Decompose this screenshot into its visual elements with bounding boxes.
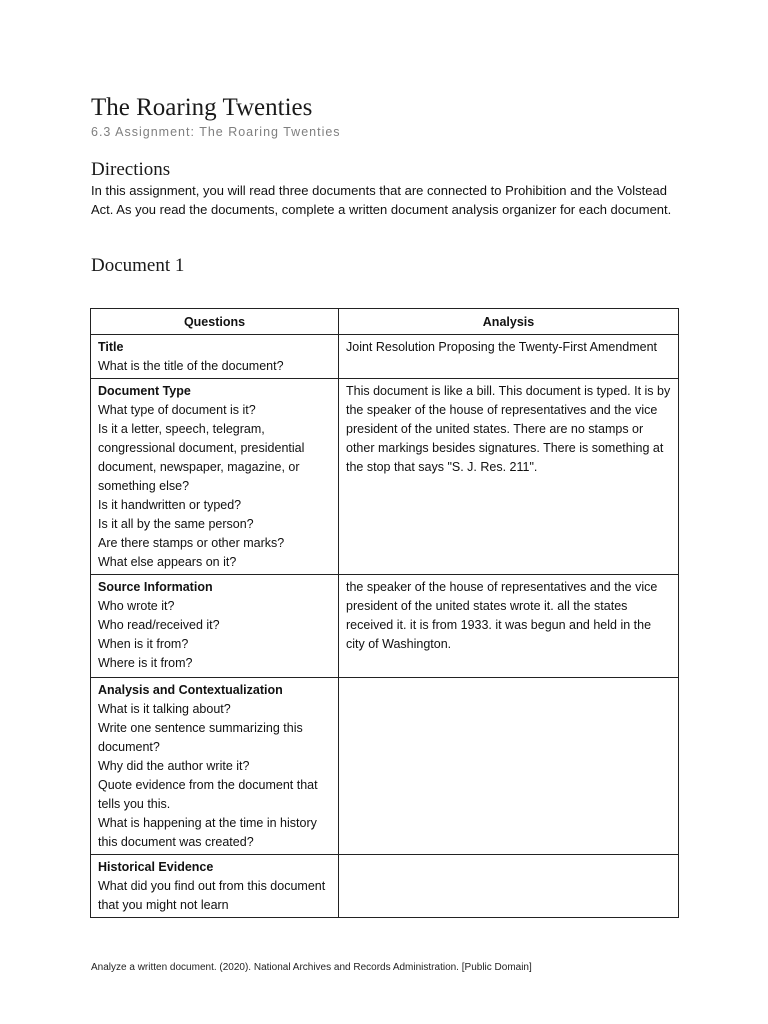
directions-text: In this assignment, you will read three documents that are connected to Prohibition and the Volstead Act. As you read the documents, complete a written document analysis organizer for each document. [91, 183, 672, 217]
table-row-title [91, 335, 679, 379]
row-label: Source Information [98, 580, 213, 594]
question-text: What is happening at the time in history this document was created? [98, 816, 317, 849]
question-text: Who wrote it? [98, 599, 175, 613]
question-text: Where is it from? [98, 656, 193, 670]
question-text: Are there stamps or other marks? [98, 536, 285, 550]
table-row-historical-evidence [91, 855, 679, 918]
questions-cell [91, 379, 339, 575]
question-text: What type of document is it? [98, 403, 256, 417]
table-row-document-type [91, 379, 679, 575]
question-text: Is it all by the same person? [98, 517, 254, 531]
row-label: Document Type [98, 384, 191, 398]
document-heading: Document 1 [91, 255, 185, 276]
question-text: What is it talking about? [98, 702, 231, 716]
assignment-subtitle: 6.3 Assignment: The Roaring Twenties [91, 125, 341, 139]
questions-cell [91, 678, 339, 855]
table-row-source-information [91, 575, 679, 678]
questions-cell [91, 335, 339, 379]
directions-heading: Directions [91, 159, 171, 180]
question-text: What did you find out from this document that you might not learn [98, 879, 326, 912]
question-text: Quote evidence from the document that tells you this. [98, 778, 318, 811]
row-label: Analysis and Contextualization [98, 683, 283, 697]
analysis-cell[interactable] [339, 855, 679, 918]
analysis-cell[interactable] [339, 678, 679, 855]
column-header-questions: Questions [91, 309, 339, 335]
question-text: When is it from? [98, 637, 189, 651]
analysis-organizer-table [90, 308, 679, 918]
source-citation: Analyze a written document. (2020). National Archives and Records Administration. [Public Domain] [91, 962, 532, 973]
question-text: Is it handwritten or typed? [98, 498, 242, 512]
question-text: Who read/received it? [98, 618, 220, 632]
question-text: Write one sentence summarizing this document? [98, 721, 303, 754]
table-header-row [91, 309, 679, 335]
analysis-text: Joint Resolution Proposing the Twenty-First Amendment [346, 340, 658, 354]
analysis-cell[interactable] [339, 379, 679, 575]
row-label: Historical Evidence [98, 860, 214, 874]
analysis-text: the speaker of the house of representatives and the vice president of the united states wrote it. all the states received it. it is from 1933. it was begun and held in the city of Washington. [346, 580, 658, 651]
column-header-analysis: Analysis [339, 309, 679, 335]
row-label: Title [98, 340, 124, 354]
page-title: The Roaring Twenties [91, 94, 313, 121]
analysis-text: This document is like a bill. This document is typed. It is by the speaker of the house of representatives and the vice president of the united states. There are no stamps or other markings besides signatures. There is something at the stop that says "S. J. Res. 211". [346, 384, 671, 474]
analysis-cell[interactable] [339, 575, 679, 678]
question-text: What is the title of the document? [98, 359, 284, 373]
table-row-analysis-contextualization [91, 678, 679, 855]
analysis-cell[interactable] [339, 335, 679, 379]
question-text: Is it a letter, speech, telegram, congressional document, presidential document, newspaper, magazine, or something else? [98, 422, 305, 493]
questions-cell [91, 855, 339, 918]
question-text: Why did the author write it? [98, 759, 250, 773]
question-text: What else appears on it? [98, 555, 237, 569]
questions-cell [91, 575, 339, 678]
